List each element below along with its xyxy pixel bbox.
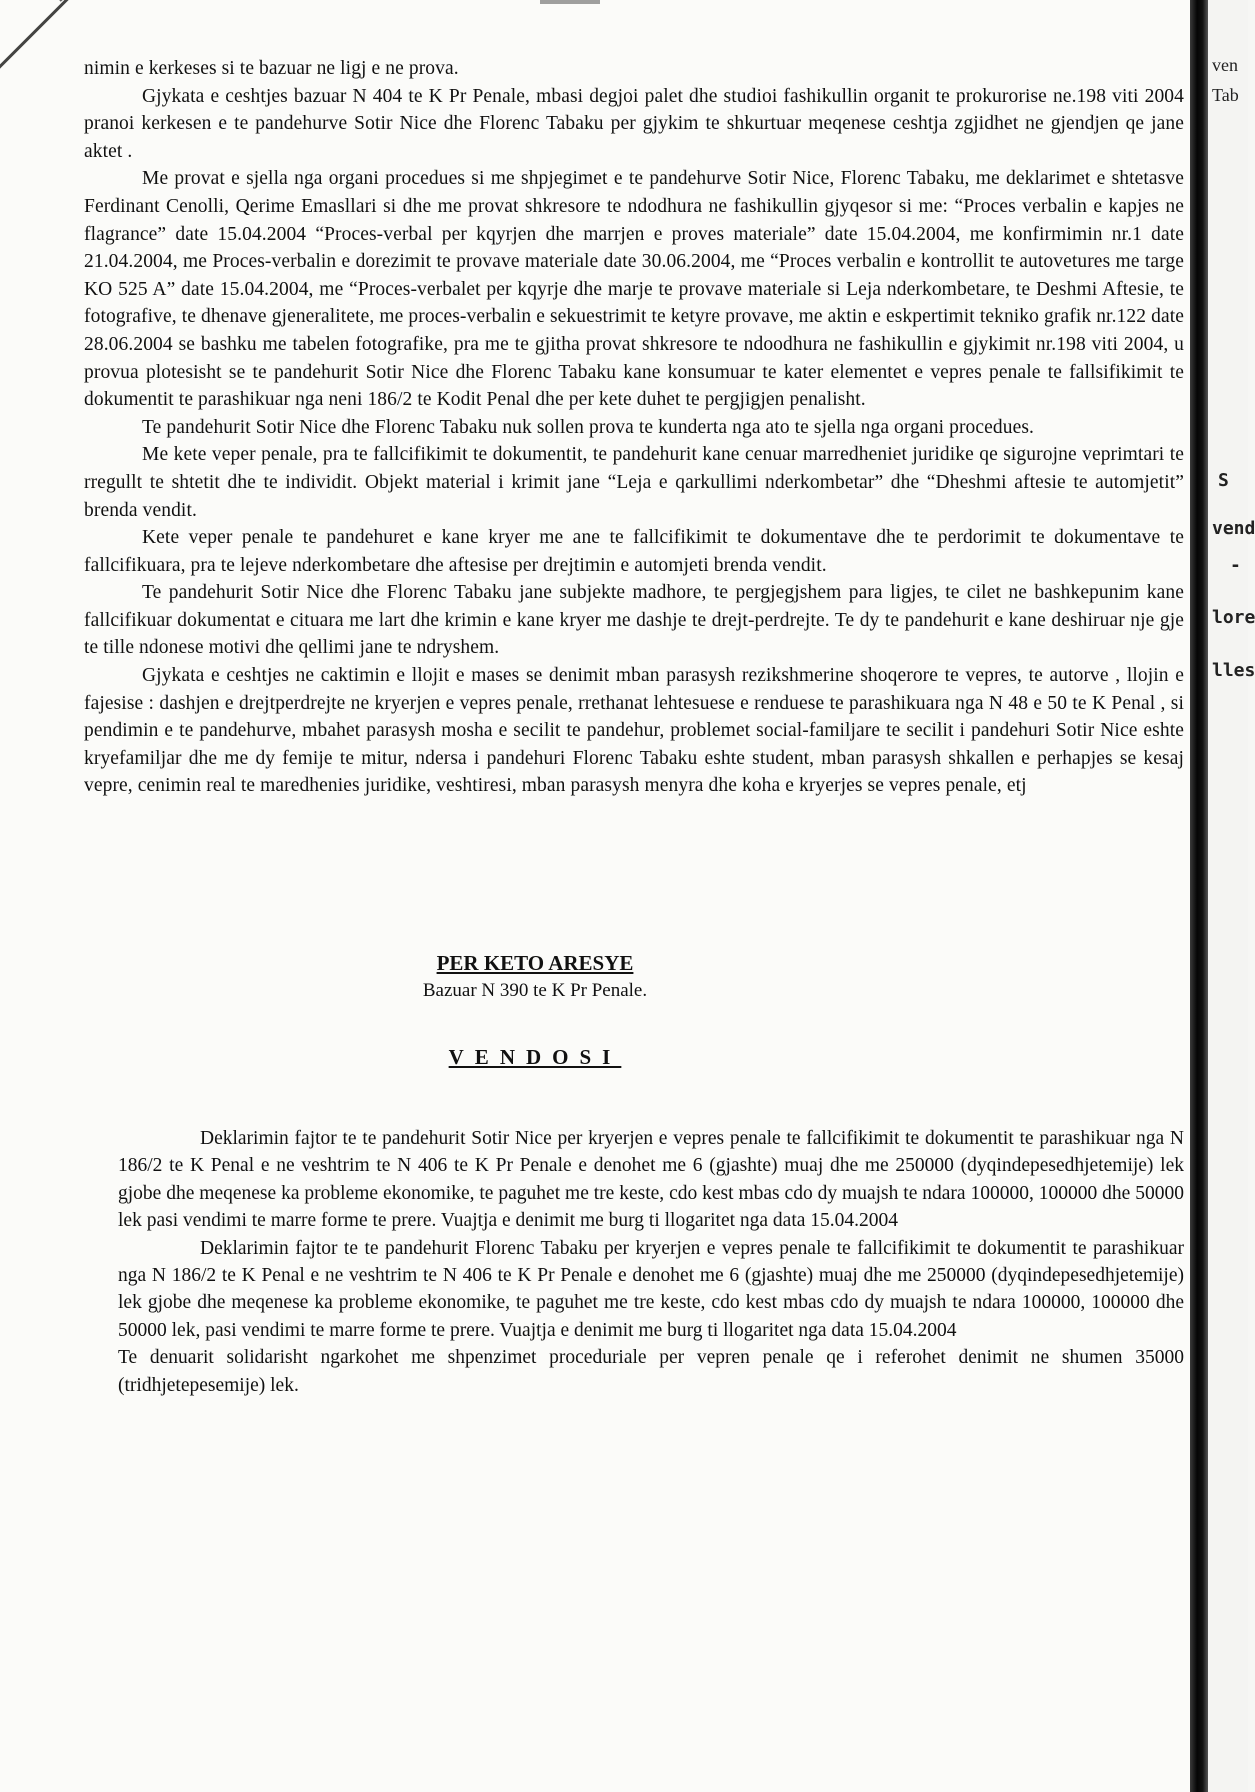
paragraph: Te pandehurit Sotir Nice dhe Florenc Tabaku nuk sollen prova te kunderta nga ato te sjella nga organi procedues. bbox=[142, 416, 1035, 438]
fragment-text: vend bbox=[1212, 518, 1255, 539]
document-body bbox=[84, 55, 1184, 800]
paragraph: Me provat e sjella nga organi procedues si me shpjegimet e te pandehurve Sotir Nice, Florenc Tabaku, me deklarimet e shtetasve Ferdinant Cenolli, Qerime Emasllari si dhe me provat shkresore te ndodhura ne fashikullin gjyqesor si me: “Proces verbalin e kapjes ne flagrance” date 15.04.2004 “Proces-verbal per kqyrjen dhe marrjen e proves materiale” date 15.04.2004, me konfirmimin nr.1 date 21.04.2004, me Proces-verbalin e dorezimit te provave materiale date 30.06.2004, me “Proces verbalin e kontrollit te autovetures me targe KO 525 A” date 15.04.2004, me “Proces-verbalet per kqyrje dhe marje te provave materiale si Leja nderkombetare, te Deshmi Aftesie, te fotografive, te dhenave gjeneralitete, me proces-verbalin e sekuestrimit te ketyre provave, me aktin e eskpertimit tekniko grafik nr.122 date 28.06.2004 se bashku me tabelen fotografike, pra me te gjitha provat shkresore te ndoodhura ne fashikullin e gjykimit nr.198 viti 2004, u provua plotesisht se te pandehurit Sotir Nice dhe Florenc Tabaku kane konsumuar te kater elementet e vepres penale te fallsifikimit te dokumentit te parashikuar nga neni 186/2 te Kodit Penal dhe per kete duhet te pergjigjen penalisht. bbox=[84, 168, 1184, 411]
fragment-text: - bbox=[1230, 555, 1241, 576]
section-subheading: Bazuar N 390 te K Pr Penale. bbox=[422, 980, 648, 1001]
paragraph: Kete veper penale te pandehuret e kane kryer me ane te fallcifikimit te dokumentave dhe te perdorimit te dokumentave te fallcifikuara, pra te lejeve nderkombetare dhe aftesise per drejtimin e automjeti brenda vendit. bbox=[84, 527, 1184, 576]
verdict-paragraph: Deklarimin fajtor te te pandehurit Sotir Nice per kryerjen e vepres penale te fallcifikimit te dokumentit te parashikuar nga N 186/2 te K Penal e ne veshtrim te N 406 te K Pr Penale e denohet me 6 (gjashte) muaj dhe me 250000 (dyqindepesedhjetemije) lek gjobe dhe meqenese ka probleme ekonomike, te paguhet me tre keste, cdo kest mbas cdo dy muajsh te ndara 100000, 100000 dhe 50000 lek pasi vendimi te marre forme te prere. Vuajtja e denimit me burg ti llogaritet nga data 15.04.2004 bbox=[118, 1128, 1184, 1232]
section-heading: PER KETO ARESYE bbox=[436, 951, 634, 975]
verdict-paragraph: Deklarimin fajtor te te pandehurit Florenc Tabaku per kryerjen e vepres penale te fallcifikimit te dokumentit te parashikuar nga N 186/2 te K Penal e ne veshtrim te N 406 te K Pr Penale e denohet me 6 (gjashte) muaj dhe me 250000 (dyqindepesedhjetemije) lek gjobe dhe meqenese ka probleme ekonomike, te paguhet me tre keste, cdo kest mbas cdo dy muajsh te ndara 100000, 100000 dhe 50000 lek, pasi vendimi te marre forme te prere. Vuajtja e denimit me burg ti llogaritet nga data 15.04.2004 bbox=[118, 1237, 1184, 1341]
scanner-edge bbox=[1190, 0, 1208, 1792]
paragraph: Me kete veper penale, pra te fallcifikimit te dokumentit, te pandehurit kane cenuar marredheniet juridike qe sigurojne veprimtari te rregullt te shtetit dhe te individit. Objekt material i krimit jane “Leja e qarkullimi nderkombetar” dhe “Dheshmi aftesie te automjetit” brenda vendit. bbox=[84, 444, 1184, 521]
fragment-text: ven bbox=[1212, 55, 1238, 75]
fold-mark-secondary bbox=[59, 0, 152, 2]
verdict-paragraph: Te denuarit solidarisht ngarkohet me shpenzimet proceduriale per vepren penale qe i referohet denimit ne shumen 35000 (tridhjetepesemije) lek. bbox=[118, 1347, 1184, 1396]
fragment-text: S bbox=[1218, 470, 1229, 491]
fragment-text: lore bbox=[1212, 607, 1255, 628]
verdict-body bbox=[118, 1125, 1184, 1399]
paragraph: Te pandehurit Sotir Nice dhe Florenc Tabaku jane subjekte madhore, te pergjegjshem para ligjes, te cilet ne bashkepunim kane fallcifikuar dokumentat e cituara me lart dhe krimin e kane kryer me dashje te drejt-perdrejte. Te dy te pandehurit e kane deshiruar nje gje te tille ndonese motivi dhe qellimi jane te ndryshem. bbox=[84, 582, 1184, 659]
paragraph: Gjykata e ceshtjes bazuar N 404 te K Pr Penale, mbasi degjoi palet dhe studioi fashikullin organit te prokurorise ne.198 viti 2004 pranoi kerkesen e te pandehurve Sotir Nice dhe Florenc Tabaku per gjykim te shkurtuar meqenese ceshtja zgjidhet ne gjendjen qe jane aktet . bbox=[84, 85, 1184, 162]
fragment-text: Tab bbox=[1212, 85, 1239, 105]
paragraph: Gjykata e ceshtjes ne caktimin e llojit e mases se denimit mban parasysh rezikshmerine shoqerore te vepres, te autorve , llojin e fajesise : dashjen e drejtperdrejte ne kryerjen e vepres penale, rrethanat lehtesuese e renduese te parashikuara nga N 48 e 50 te K Penal , si pendimin e te pandehurve, mbahet parasysh mosha e secilit te pandehur, problemet social-familjare te secilit i pandehuri Sotir Nice eshte kryefamiljar dhe me dy femije te mitur, ndersa i pandehuri Florenc Tabaku eshte student, mban parasysh shkallen e perhapjes se kesaj vepre, cenimin real te maredhenies juridike, veshtiresi, mban parasysh menyra dhe koha e kryerjes se vepres penale, etj bbox=[84, 665, 1184, 797]
adjacent-page-fragment bbox=[1208, 0, 1255, 1792]
fragment-text: lles bbox=[1212, 660, 1255, 681]
paragraph: nimin e kerkeses si te bazuar ne ligj e ne prova. bbox=[84, 58, 459, 79]
scan-mark bbox=[540, 0, 600, 4]
verdict-heading: VENDOSI bbox=[448, 1045, 622, 1069]
